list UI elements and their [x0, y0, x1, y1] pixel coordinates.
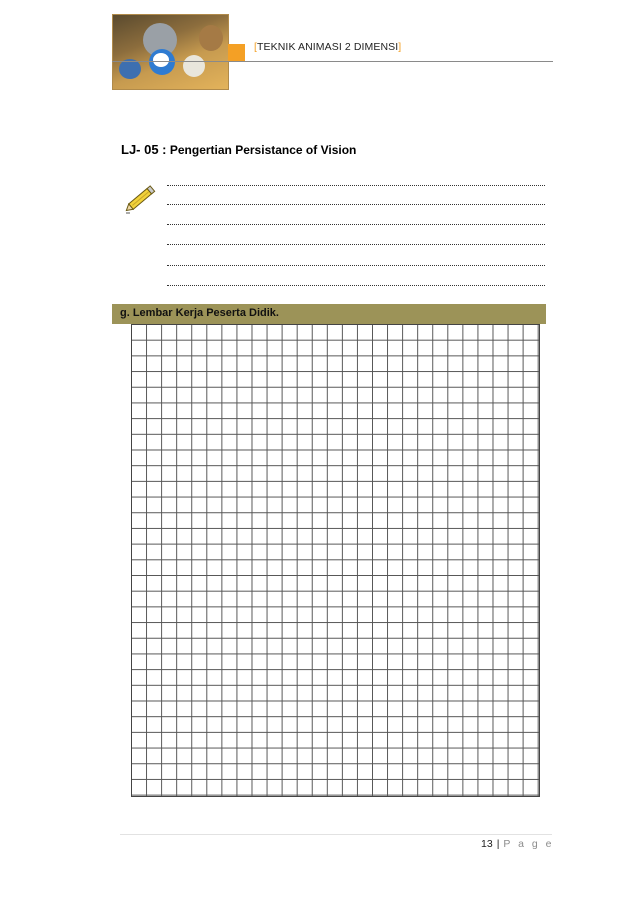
answer-line[interactable] [167, 264, 545, 266]
answer-line[interactable] [167, 184, 545, 186]
header-close-bracket: ] [398, 41, 402, 53]
footer-separator: | [496, 838, 500, 850]
worksheet-heading [121, 142, 356, 157]
drawing-grid[interactable] [131, 324, 540, 797]
footer-rule [120, 834, 552, 835]
answer-line[interactable] [167, 243, 545, 245]
header-accent-block [228, 44, 245, 61]
character-white-shape [183, 55, 205, 77]
answer-line[interactable] [167, 203, 545, 205]
answer-line[interactable] [167, 284, 545, 286]
section-label: g. Lembar Kerja Peserta Didik. [120, 307, 279, 319]
pencil-icon [124, 180, 160, 216]
header-title-text: TEKNIK ANIMASI 2 DIMENSI [257, 41, 399, 53]
worksheet-title: Pengertian Persistance of Vision [169, 143, 357, 157]
character-face-shape [153, 53, 169, 67]
header-cover-image [112, 14, 229, 90]
page-word: P a g e [503, 838, 555, 850]
section-bar [112, 304, 546, 324]
worksheet-code: LJ- 05 : [121, 142, 167, 157]
answer-line[interactable] [167, 223, 545, 225]
header-open-bracket: [ [254, 41, 258, 53]
background-shape [199, 25, 223, 51]
page-footer [481, 838, 554, 850]
character-left-shape [119, 59, 141, 79]
header-rule [112, 61, 553, 62]
page-number: 13 [481, 838, 493, 850]
header-title [254, 41, 401, 53]
